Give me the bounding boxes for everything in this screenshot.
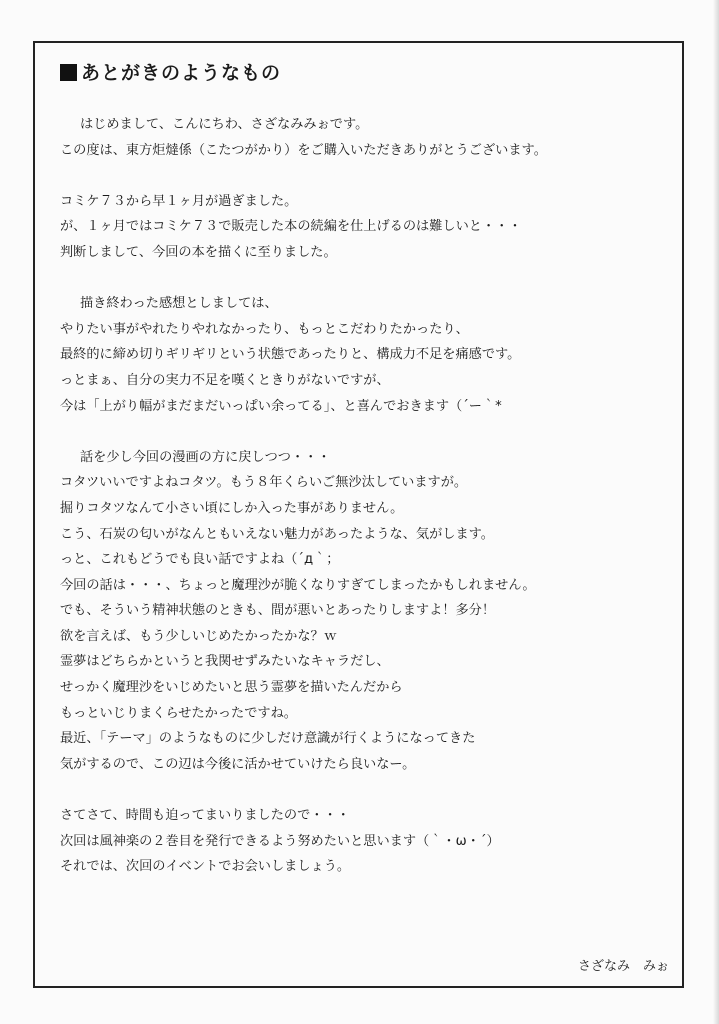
text-line: コミケ７３から早１ヶ月が過ぎました。 (60, 193, 298, 209)
text-line: 判断しまして、今回の本を描くに至りました。 (60, 244, 337, 260)
black-square-icon (60, 64, 77, 81)
text-line: っと、これもどうでも良い話ですよね（´д｀； (60, 552, 340, 568)
afterword-body (60, 112, 665, 880)
text-line: 掘りコタツなんて小さい頃にしか入った事がありません。 (60, 500, 404, 516)
text-line: が、１ヶ月ではコミケ７３で販売した本の続編を仕上げるのは難しいと・・・ (60, 219, 522, 235)
text-line: 最近、「テーマ」のようなものに少しだけ意識が行くようになってきた (60, 731, 476, 747)
text-line: 次回は風神楽の２巻目を発行できるよう努めたいと思います（｀・ω・´） (60, 833, 500, 849)
text-line: 今回の話は・・・、ちょっと魔理沙が脆くなりすぎてしまったかもしれません。 (60, 577, 536, 593)
text-line: 今は「上がり幅がまだまだいっぱい余ってる」、と喜んでおきます（´ー｀* (60, 398, 502, 414)
text-line: こう、石炭の匂いがなんともいえない魅力があったような、気がします。 (60, 526, 494, 542)
paragraph-gap (60, 419, 665, 445)
paragraph-gap (60, 163, 665, 189)
text-line: 話を少し今回の漫画の方に戻しつつ・・・ (80, 449, 331, 465)
paragraph-gap (60, 777, 665, 803)
text-line: せっかく魔理沙をいじめたいと思う霊夢を描いたんだから (60, 680, 403, 696)
text-line: 気がするので、この辺は今後に活かせていけたら良いなー。 (60, 756, 416, 772)
author-signature: さざなみ みぉ (577, 959, 669, 974)
text-line: それでは、次回のイベントでお会いしましょう。 (60, 859, 351, 875)
text-line: 霊夢はどちらかというと我関せずみたいなキャラだし、 (60, 654, 390, 670)
text-line: はじめまして、こんにちわ、さざなみみぉです。 (80, 117, 369, 132)
text-line: でも、そういう精神状態のときも、間が悪いとあったりしますよ！多分！ (60, 603, 496, 619)
page-title-text: あとがきのようなもの (81, 62, 282, 84)
text-line: この度は、東方炬燵係（こたつがかり）をご購入いただきありがとうございます。 (60, 142, 547, 158)
text-line: さてさて、時間も迫ってまいりましたので・・・ (60, 808, 350, 824)
page-edge-shadow (713, 0, 719, 1024)
text-line: 描き終わった感想としましては、 (80, 296, 278, 312)
page-title (60, 58, 281, 85)
text-line: やりたい事がやれたりやれなかったり、もっとこだわりたかったり、 (60, 321, 469, 337)
text-line: コタツいいですよねコタツ。もう８年くらいご無沙汰していますが。 (60, 475, 468, 491)
text-line: っとまぁ、自分の実力不足を嘆くときりがないですが、 (60, 372, 390, 388)
text-line: 最終的に締め切りギリギリという状態であったりと、構成力不足を痛感です。 (60, 347, 521, 363)
paragraph-gap (60, 266, 665, 292)
text-line: もっといじりまくらせたかったですね。 (60, 705, 297, 721)
text-line: 欲を言えば、もう少しいじめたかったかな？ｗ (60, 628, 337, 644)
